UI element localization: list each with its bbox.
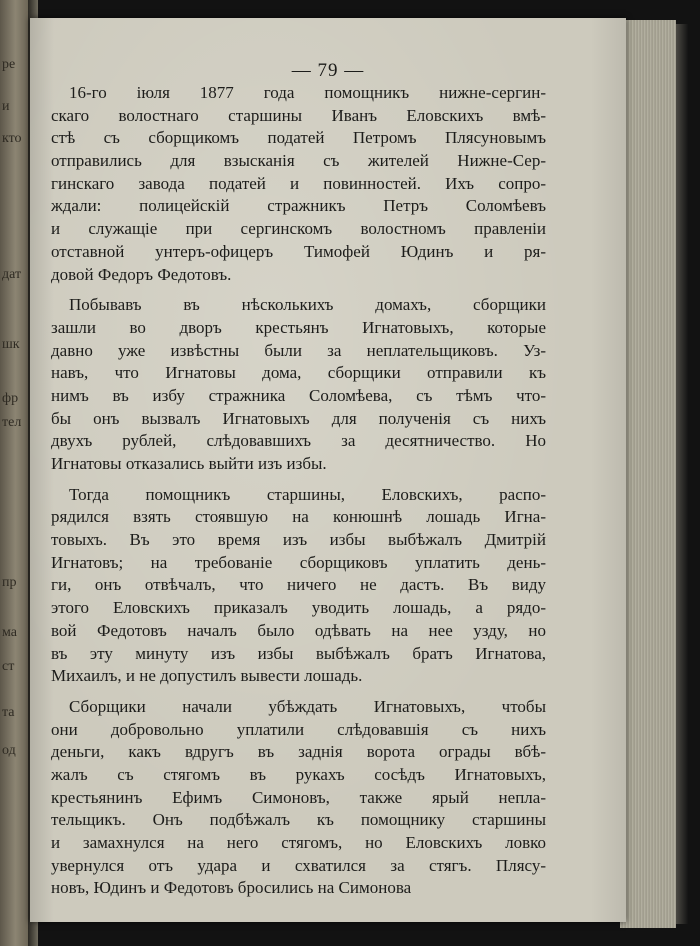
left-page-fragment: од [2,743,16,758]
text-line: давно уже извѣстны были за неплательщиковъ. Уз- [51,340,546,360]
page-block-edge [620,20,676,928]
text-line: Сборщики начали убѣждать Игнатовыхъ, чтобы [69,696,546,716]
text-line: ждали: полицейскій стражникъ Петръ Соломѣевъ [51,196,546,216]
page-number: — 79 — [291,60,365,81]
text-line: ги, онъ отвѣчалъ, что ничего не дастъ. Въ виду [51,575,546,595]
text-line: зашли во дворъ крестьянъ Игнатовыхъ, которые [51,317,546,337]
text-line: гинскаго завода податей и повинностей. Ихъ сопро- [51,173,546,193]
text-line: отставной унтеръ-офицеръ Тимофей Юдинъ и ря- [51,241,546,261]
text-line: Тогда помощникъ старшины, Еловскихъ, распо- [69,484,546,504]
text-line: крестьянинъ Ефимъ Симоновъ, также ярый непла- [51,787,546,807]
text-line: новъ, Юдинъ и Федотовъ бросились на Симонова [51,878,412,898]
paragraph [51,696,546,900]
paragraph [51,484,546,688]
text-line: Михаилъ, и не допустилъ вывести лошадь. [51,666,363,686]
text-line: деньги, какъ вдругъ въ заднія ворота ограды вбѣ- [51,742,546,762]
text-line: этого Еловскихъ приказалъ уводить лошадь, а рядо- [51,598,546,618]
left-page-fragment: ст [2,659,15,674]
left-page-fragment: ре [2,57,16,72]
text-line: скаго волостнаго старшины Иванъ Еловскихъ вмѣ- [51,105,546,125]
paragraph [51,294,546,476]
left-page-fragment: ма [2,625,17,640]
text-line: и замахнулся на него стягомъ, но Еловскихъ ловко [51,833,546,852]
text-line: жалъ съ стягомъ въ рукахъ сосѣдъ Игнатовыхъ, [51,764,546,784]
left-page-edge [0,0,28,946]
text-line: стѣ съ сборщикомъ податей Петромъ Плясуновымъ [51,128,546,148]
text-line: Игнатовы отказались выйти изъ избы. [51,454,327,473]
text-line: отправились для взысканія съ жителей Нижне-Сер- [51,151,546,171]
text-line: бы онъ вызвалъ Игнатовыхъ для полученія съ нихъ [51,408,546,428]
text-line: нимъ въ избу стражника Соломѣева, съ тѣмъ что- [51,385,546,405]
left-page-fragment: тел [2,415,22,430]
text-line: въ эту минуту изъ избы выбѣжалъ братъ Игнатова, [51,643,546,663]
text-line: тельщикъ. Онъ подбѣжалъ къ помощнику старшины [51,810,546,830]
paragraph [51,82,546,286]
page-block-shadow [676,24,688,924]
left-page-fragment: фр [2,391,19,406]
left-page-fragment: дат [2,267,22,282]
left-page-fragment: пр [2,575,17,590]
left-page-fragment: и [2,99,10,114]
text-line: двухъ рублей, слѣдовавшихъ за десятничество. Но [51,431,546,451]
text-line: они добровольно уплатили слѣдовавшія съ нихъ [51,719,546,739]
text-line: увернулся отъ удара и схватился за стягъ. Плясу- [51,855,546,875]
book-page [30,18,626,922]
left-page-fragment: та [2,705,15,720]
text-line: товыхъ. Въ это время изъ избы выбѣжалъ Дмитрій [51,530,546,550]
text-line: рядился взять стоявшую на конюшнѣ лошадь Игна- [51,507,546,527]
text-line: навъ, что Игнатовы дома, сборщики отправили къ [51,363,546,383]
page-text [51,82,546,908]
text-line: вой Федотовъ началъ было одѣвать на нее узду, но [51,620,546,640]
left-page-fragment: кто [2,131,22,146]
text-line: и служащіе при сергинскомъ волостномъ правленіи [51,219,546,239]
text-line: Побывавъ въ нѣсколькихъ домахъ, сборщики [69,295,546,315]
text-line: Игнатовъ; на требованіе сборщиковъ уплатить день- [51,552,546,572]
text-line: 16-го іюля 1877 года помощникъ нижне-сергин- [69,83,546,102]
left-page-fragment: шк [2,337,20,352]
text-line: довой Федоръ Федотовъ. [51,264,232,284]
